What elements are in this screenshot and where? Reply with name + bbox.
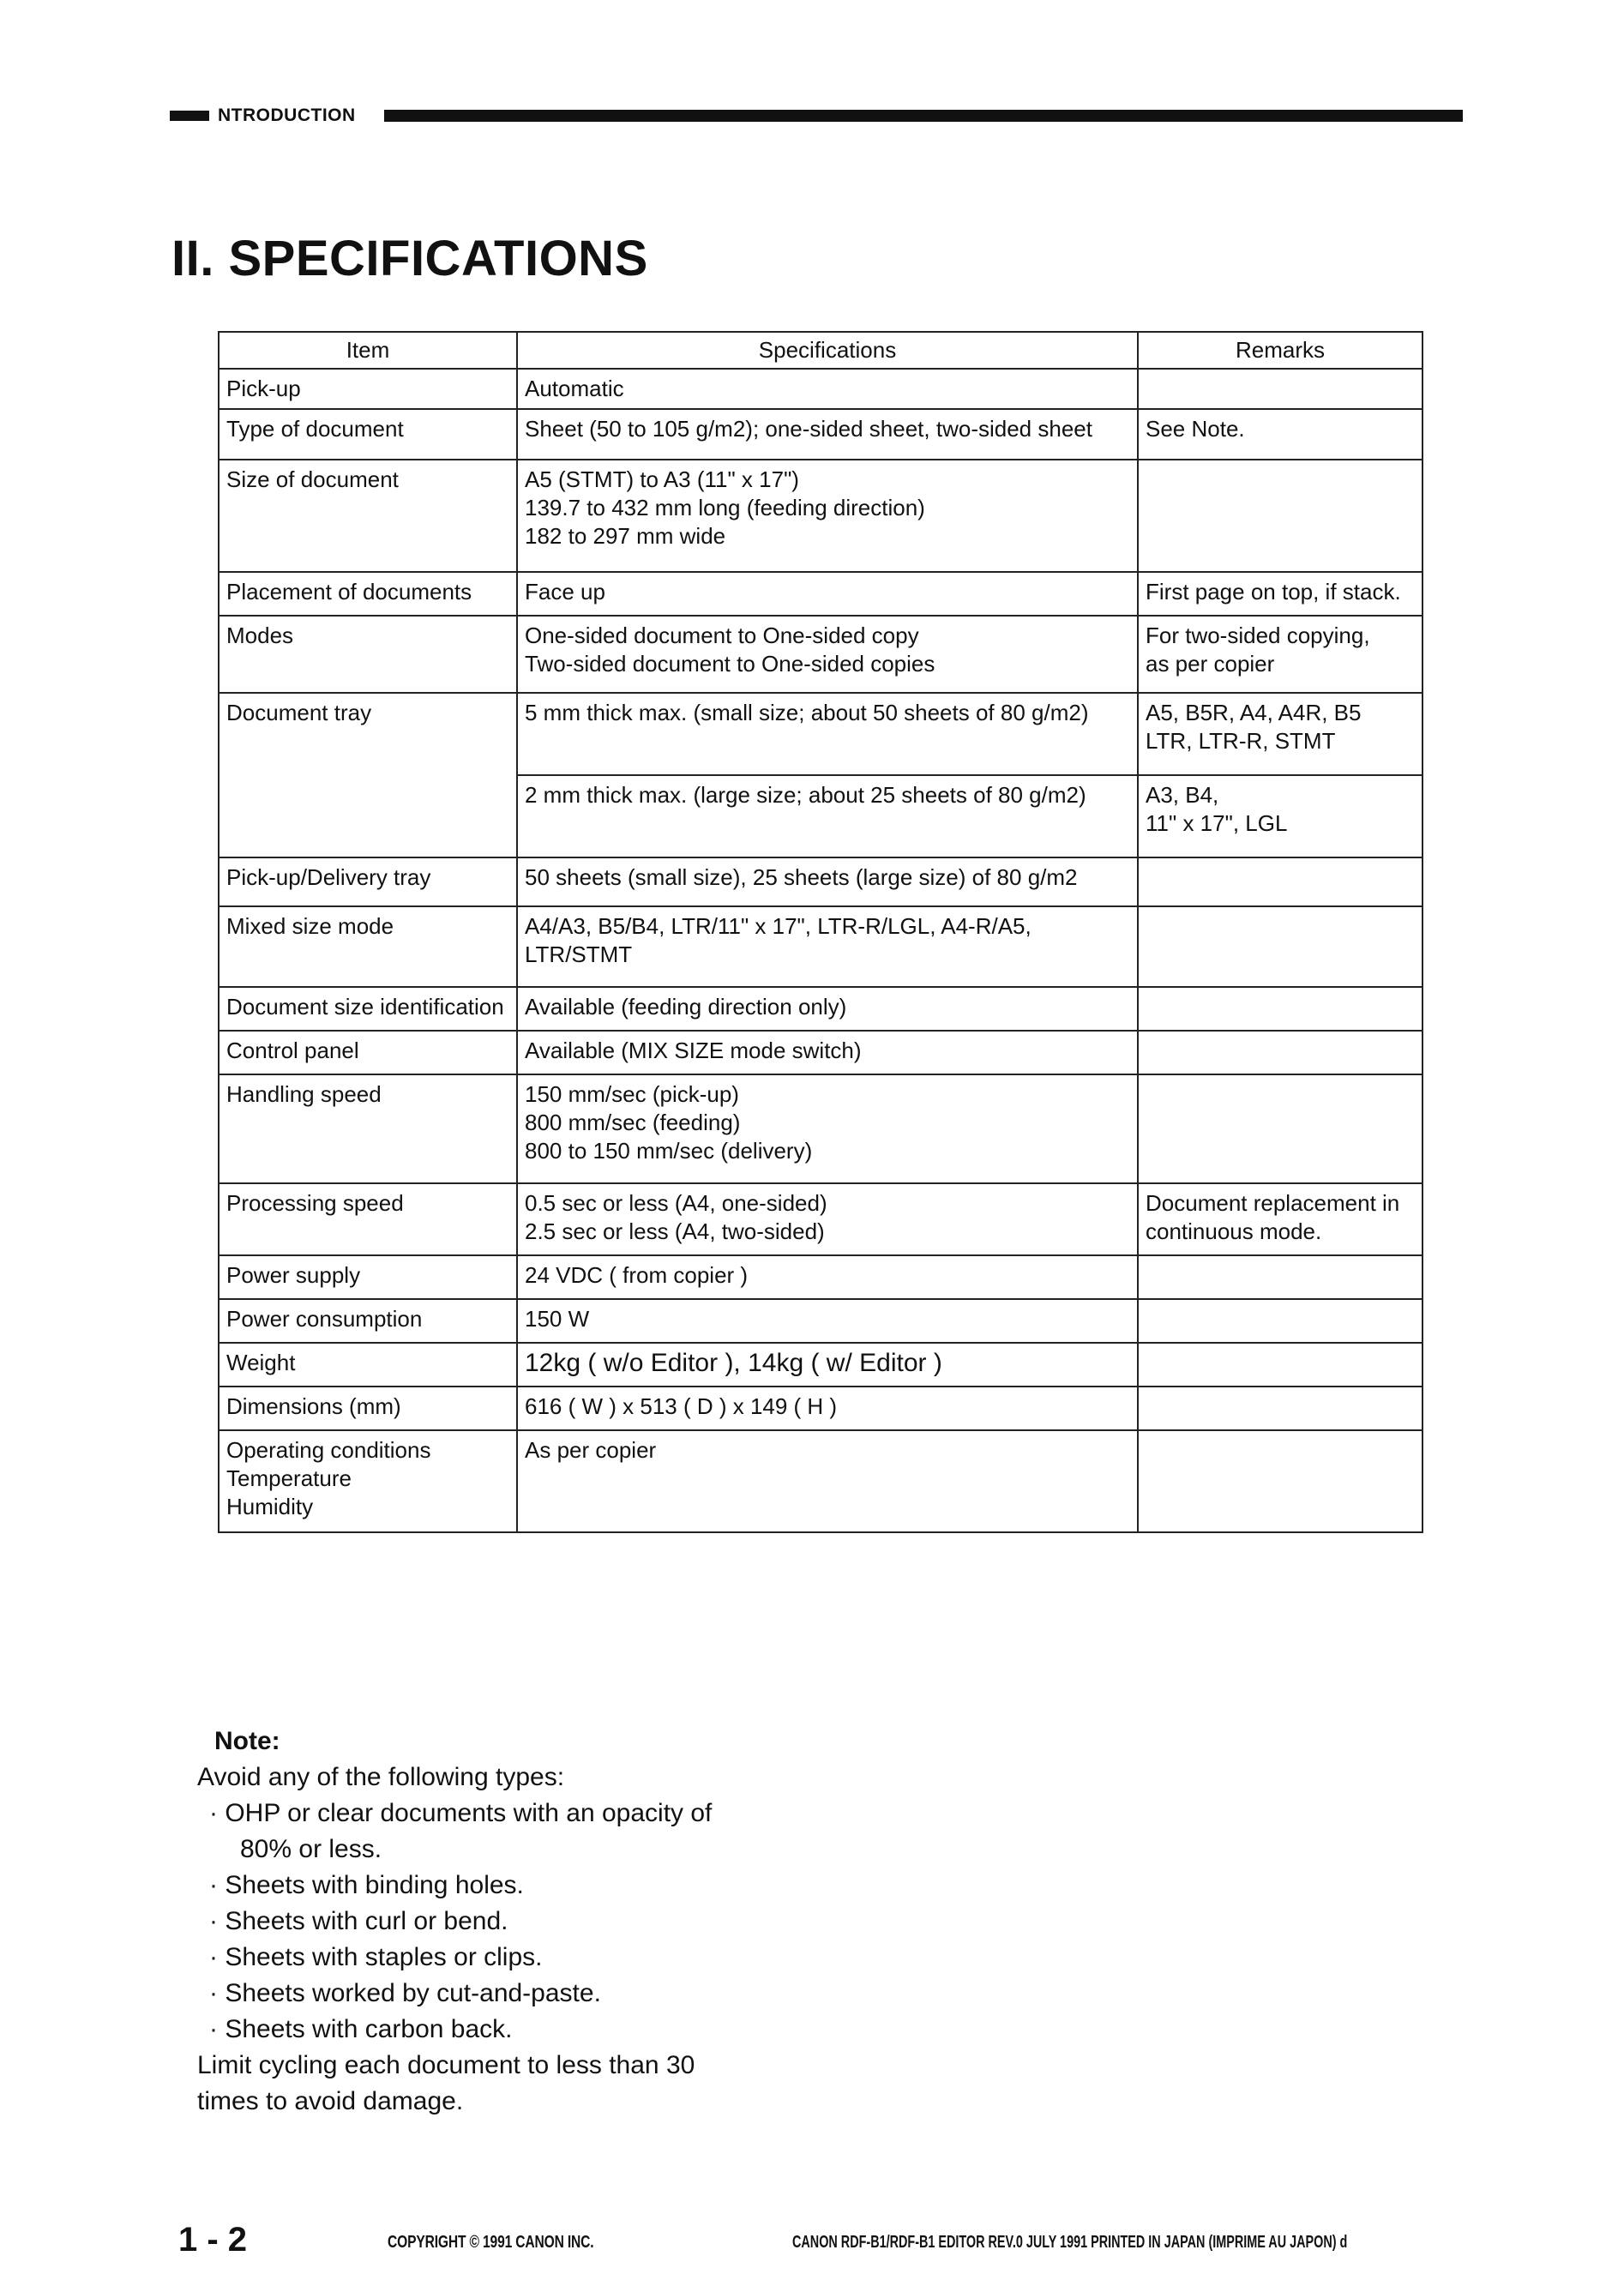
- remarks-cell: [1138, 775, 1423, 857]
- table-header-row: [219, 332, 1423, 369]
- cell-line: Mixed size mode: [226, 913, 394, 939]
- table-row: [219, 906, 1423, 987]
- note-item: · Sheets with staples or clips.: [209, 1943, 543, 1971]
- cell-line: 150 mm/sec (pick-up): [525, 1081, 739, 1107]
- remarks-cell: [1138, 1031, 1423, 1074]
- remarks-cell: [1138, 616, 1423, 693]
- section-label: NTRODUCTION: [218, 105, 356, 125]
- cell-line: Type of document: [226, 416, 404, 442]
- cell-line: 11" x 17", LGL: [1146, 810, 1288, 836]
- remarks-cell: [1138, 572, 1423, 616]
- specification-cell: [517, 1387, 1138, 1430]
- specification-cell: [517, 987, 1138, 1031]
- cell-line: Available (feeding direction only): [525, 994, 847, 1020]
- remarks-cell: [1138, 409, 1423, 460]
- cell-line: Dimensions (mm): [226, 1393, 401, 1419]
- cell-line: Available (MIX SIZE mode switch): [525, 1038, 862, 1063]
- table-row: [219, 1183, 1423, 1255]
- cell-line: Document tray: [226, 700, 372, 725]
- cell-line: LTR, LTR-R, STMT: [1146, 728, 1336, 754]
- remarks-cell: [1138, 369, 1423, 409]
- cell-line: A5 (STMT) to A3 (11" x 17"): [525, 466, 799, 492]
- note-title: Note:: [214, 1727, 280, 1755]
- table-row: [219, 775, 1423, 857]
- cell-line: Sheet (50 to 105 g/m2); one-sided sheet, two-sided sheet: [525, 416, 1092, 442]
- note-item: · Sheets worked by cut-and-paste.: [209, 1979, 601, 2007]
- item-cell: [219, 409, 517, 460]
- cell-line: Document replacement in: [1146, 1190, 1400, 1216]
- table-row: [219, 1430, 1423, 1532]
- remarks-cell: [1138, 1299, 1423, 1343]
- note-item: · Sheets with carbon back.: [209, 2015, 513, 2043]
- cell-line: Processing speed: [226, 1190, 404, 1216]
- cell-line: 2 mm thick max. (large size; about 25 sheets of 80 g/m2): [525, 782, 1086, 808]
- header-rule: [384, 110, 1463, 122]
- item-cell: [219, 857, 517, 906]
- cell-line: Size of document: [226, 466, 399, 492]
- column-header-specifications: Specifications: [517, 332, 1138, 369]
- item-cell: [219, 987, 517, 1031]
- table-row: [219, 1343, 1423, 1387]
- table-row: [219, 572, 1423, 616]
- specification-cell: [517, 572, 1138, 616]
- table-row: [219, 1387, 1423, 1430]
- cell-line: as per copier: [1146, 651, 1275, 677]
- item-cell: [219, 460, 517, 572]
- cell-line: See Note.: [1146, 416, 1245, 442]
- remarks-cell: [1138, 857, 1423, 906]
- table-row: [219, 987, 1423, 1031]
- cell-line: Power consumption: [226, 1306, 423, 1332]
- table-row: [219, 1299, 1423, 1343]
- cell-line: 0.5 sec or less (A4, one-sided): [525, 1190, 827, 1216]
- specification-cell: [517, 775, 1138, 857]
- specification-cell: [517, 1031, 1138, 1074]
- remarks-cell: [1138, 1255, 1423, 1299]
- page-title: II. SPECIFICATIONS: [171, 231, 648, 286]
- remarks-cell: [1138, 1387, 1423, 1430]
- section-header: [170, 105, 1463, 125]
- specifications-table: [218, 331, 1423, 1533]
- cell-line: 5 mm thick max. (small size; about 50 sheets of 80 g/m2): [525, 700, 1089, 725]
- cell-line: continuous mode.: [1146, 1218, 1322, 1244]
- table-row: [219, 693, 1423, 775]
- specification-cell: [517, 409, 1138, 460]
- cell-line: Humidity: [226, 1494, 314, 1519]
- specification-cell: [517, 1183, 1138, 1255]
- cell-line: Placement of documents: [226, 579, 472, 605]
- cell-line: A5, B5R, A4, A4R, B5: [1146, 700, 1362, 725]
- table-row: [219, 857, 1423, 906]
- column-header-remarks: Remarks: [1138, 332, 1423, 369]
- cell-line: 50 sheets (small size), 25 sheets (large size) of 80 g/m2: [525, 864, 1078, 890]
- table-row: [219, 616, 1423, 693]
- cell-line: 2.5 sec or less (A4, two-sided): [525, 1218, 825, 1244]
- table-row: [219, 460, 1423, 572]
- cell-line: A3, B4,: [1146, 782, 1219, 808]
- cell-line: Pick-up/Delivery tray: [226, 864, 431, 890]
- cell-line: LTR/STMT: [525, 941, 633, 967]
- item-cell: [219, 369, 517, 409]
- table-row: [219, 409, 1423, 460]
- item-cell: [219, 1031, 517, 1074]
- item-cell: [219, 1183, 517, 1255]
- note-intro: Avoid any of the following types:: [197, 1763, 565, 1791]
- table-row: [219, 1031, 1423, 1074]
- cell-line: 12kg ( w/o Editor ), 14kg ( w/ Editor ): [525, 1349, 942, 1377]
- specification-cell: [517, 369, 1138, 409]
- remarks-cell: [1138, 693, 1423, 775]
- cell-line: Document size identification: [226, 994, 504, 1020]
- item-cell: [219, 906, 517, 987]
- cell-line: Control panel: [226, 1038, 359, 1063]
- cell-line: Face up: [525, 579, 605, 605]
- cell-line: Operating conditions: [226, 1437, 431, 1463]
- cell-line: 24 VDC ( from copier ): [525, 1262, 749, 1288]
- note-item: · Sheets with binding holes.: [209, 1871, 524, 1899]
- table-row: [219, 1255, 1423, 1299]
- table-body: [219, 369, 1423, 1532]
- item-cell: [219, 1343, 517, 1387]
- cell-line: As per copier: [525, 1437, 657, 1463]
- specification-cell: [517, 1255, 1138, 1299]
- remarks-cell: [1138, 906, 1423, 987]
- cell-line: 150 W: [525, 1306, 590, 1332]
- cell-line: 616 ( W ) x 513 ( D ) x 149 ( H ): [525, 1393, 838, 1419]
- imprint-line: CANON RDF-B1/RDF-B1 EDITOR REV.0 JULY 1991 PRINTED IN JAPAN (IMPRIME AU JAPON) d: [792, 2233, 1348, 2252]
- page-number: 1 - 2: [178, 2221, 248, 2259]
- item-cell: [219, 1299, 517, 1343]
- cell-line: Modes: [226, 623, 294, 648]
- cell-line: Two-sided document to One-sided copies: [525, 651, 935, 677]
- item-cell: [219, 572, 517, 616]
- item-cell: [219, 693, 517, 775]
- remarks-cell: [1138, 1183, 1423, 1255]
- remarks-cell: [1138, 1430, 1423, 1532]
- cell-line: First page on top, if stack.: [1146, 579, 1401, 605]
- item-cell: [219, 775, 517, 857]
- note-box: [197, 1724, 712, 2120]
- cell-line: Pick-up: [226, 376, 301, 401]
- specification-cell: [517, 616, 1138, 693]
- specification-cell: [517, 693, 1138, 775]
- note-closing: times to avoid damage.: [197, 2087, 464, 2115]
- specification-cell: [517, 906, 1138, 987]
- specification-cell: [517, 460, 1138, 572]
- cell-line: 139.7 to 432 mm long (feeding direction): [525, 495, 925, 520]
- note-closing: Limit cycling each document to less than 30: [197, 2051, 695, 2079]
- specification-cell: [517, 857, 1138, 906]
- cell-line: Handling speed: [226, 1081, 382, 1107]
- remarks-cell: [1138, 460, 1423, 572]
- cell-line: Power supply: [226, 1262, 361, 1288]
- specification-cell: [517, 1343, 1138, 1387]
- note-item: · OHP or clear documents with an opacity of: [209, 1799, 713, 1827]
- remarks-cell: [1138, 1074, 1423, 1183]
- cell-line: 182 to 297 mm wide: [525, 523, 726, 549]
- cell-line: A4/A3, B5/B4, LTR/11" x 17", LTR-R/LGL, A4-R/A5,: [525, 913, 1032, 939]
- cell-line: 800 to 150 mm/sec (delivery): [525, 1138, 813, 1164]
- note-item: 80% or less.: [240, 1835, 382, 1863]
- header-block: [170, 111, 209, 121]
- column-header-item: Item: [219, 332, 517, 369]
- cell-line: Automatic: [525, 376, 624, 401]
- note-item: · Sheets with curl or bend.: [209, 1907, 508, 1935]
- specification-cell: [517, 1430, 1138, 1532]
- remarks-cell: [1138, 987, 1423, 1031]
- cell-line: Weight: [226, 1350, 296, 1375]
- remarks-cell: [1138, 1343, 1423, 1387]
- table-row: [219, 1074, 1423, 1183]
- item-cell: [219, 1074, 517, 1183]
- item-cell: [219, 1387, 517, 1430]
- item-cell: [219, 616, 517, 693]
- item-cell: [219, 1430, 517, 1532]
- specification-cell: [517, 1299, 1138, 1343]
- specification-cell: [517, 1074, 1138, 1183]
- copyright-notice: COPYRIGHT © 1991 CANON INC.: [388, 2233, 594, 2252]
- cell-line: Temperature: [226, 1465, 352, 1491]
- table-row: [219, 369, 1423, 409]
- item-cell: [219, 1255, 517, 1299]
- cell-line: One-sided document to One-sided copy: [525, 623, 919, 648]
- cell-line: For two-sided copying,: [1146, 623, 1370, 648]
- cell-line: 800 mm/sec (feeding): [525, 1110, 741, 1135]
